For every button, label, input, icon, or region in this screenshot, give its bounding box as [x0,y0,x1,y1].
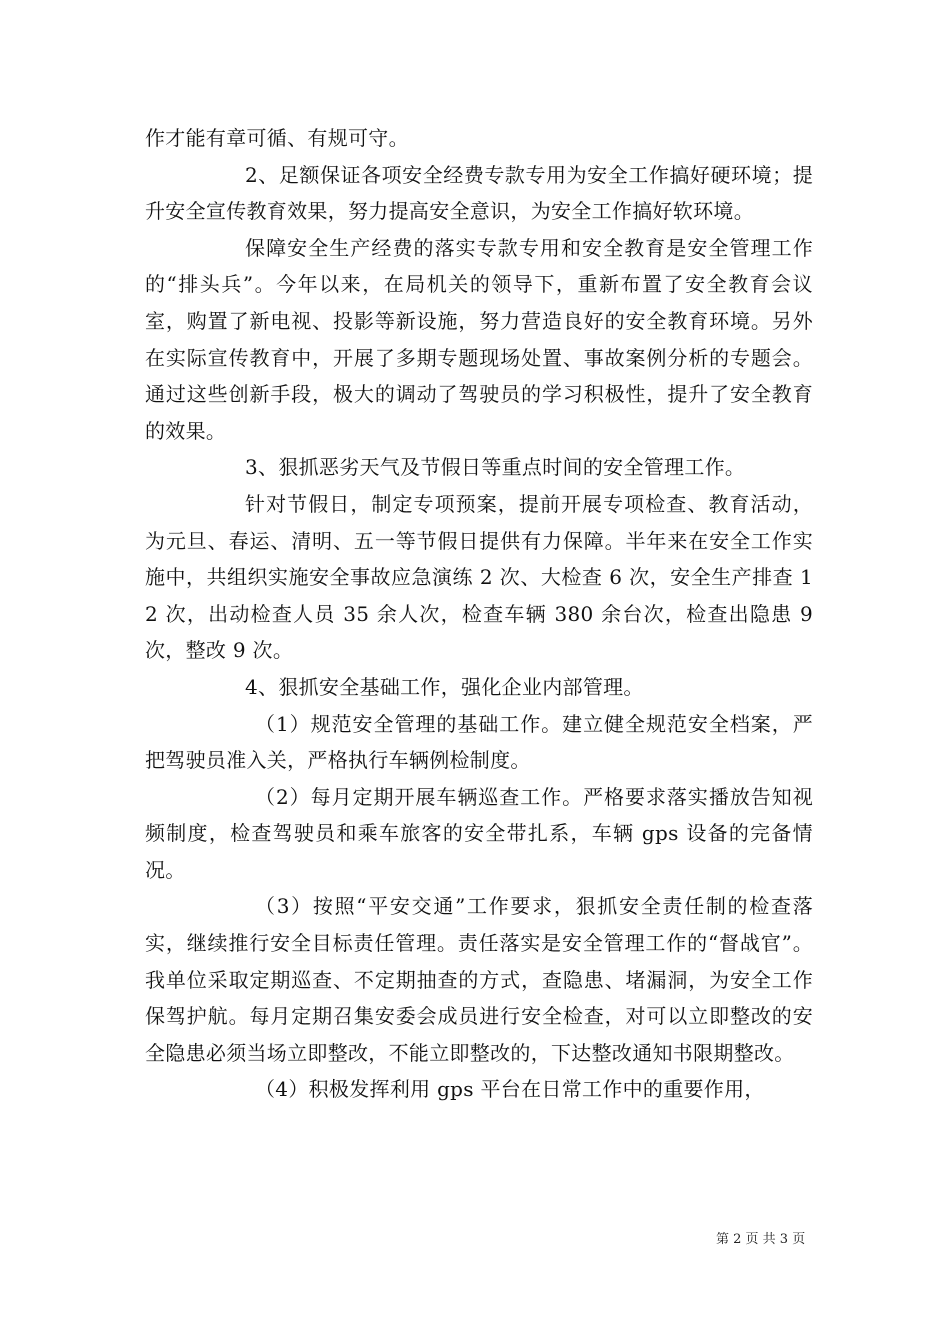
paragraph-subitem-4: （4）积极发挥利用 gps 平台在日常工作中的重要作用， [255,1077,765,1102]
paragraph-holidays: 针对节假日，制定专项预案，提前开展专项检查、教育活动，为元旦、春运、清明、五一等节假日提供有力保障。半年来在安全工作实施中，共组织实施安全事故应急演练 2 次、大检查 6 次，安全生产排查 12 次，出动检查人员 35 余人次，检查车辆 380 余台次，检查出隐患 9 次，整改 9 次。 [145,491,813,663]
paragraph-item-4: 4、狠抓安全基础工作，强化企业内部管理。 [245,674,644,699]
paragraph-subitem-2: （2）每月定期开展车辆巡查工作。严格要求落实播放告知视频制度，检查驾驶员和乘车旅客的安全带扎系，车辆 gps 设备的完备情况。 [145,784,813,882]
paragraph-subitem-1: （1）规范安全管理的基础工作。建立健全规范安全档案，严把驾驶员准入关，严格执行车辆例检制度。 [145,711,813,773]
paragraph-subitem-3: （3）按照“平安交通”工作要求，狠抓安全责任制的检查落实，继续推行安全目标责任管理。责任落实是安全管理工作的“督战官”。我单位采取定期巡查、不定期抽查的方式，查隐患、堵漏洞，为安全工作保驾护航。每月定期召集安委会成员进行安全检查，对可以立即整改的安全隐患必须当场立即整改，不能立即整改的，下达整改通知书限期整改。 [145,894,813,1065]
paragraph-item-2: 2、足额保证各项安全经费专款专用为安全工作搞好硬环境；提升安全宣传教育效果，努力提高安全意识，为安全工作搞好软环境。 [145,162,813,224]
paragraph-continuation: 作才能有章可循、有规可守。 [145,126,409,150]
paragraph-funding: 保障安全生产经费的落实专款专用和安全教育是安全管理工作的“排头兵”。今年以来，在局机关的领导下，重新布置了安全教育会议室，购置了新电视、投影等新设施，努力营造良好的安全教育环境。另外在实际宣传教育中，开展了多期专题现场处置、事故案例分析的专题会。通过这些创新手段，极大的调动了驾驶员的学习积极性，提升了安全教育的效果。 [145,235,813,443]
paragraph-item-3: 3、狠抓恶劣天气及节假日等重点时间的安全管理工作。 [245,455,746,480]
document-body [145,120,813,1108]
page-number-footer: 第 2 页 共 3 页 [716,1232,806,1247]
